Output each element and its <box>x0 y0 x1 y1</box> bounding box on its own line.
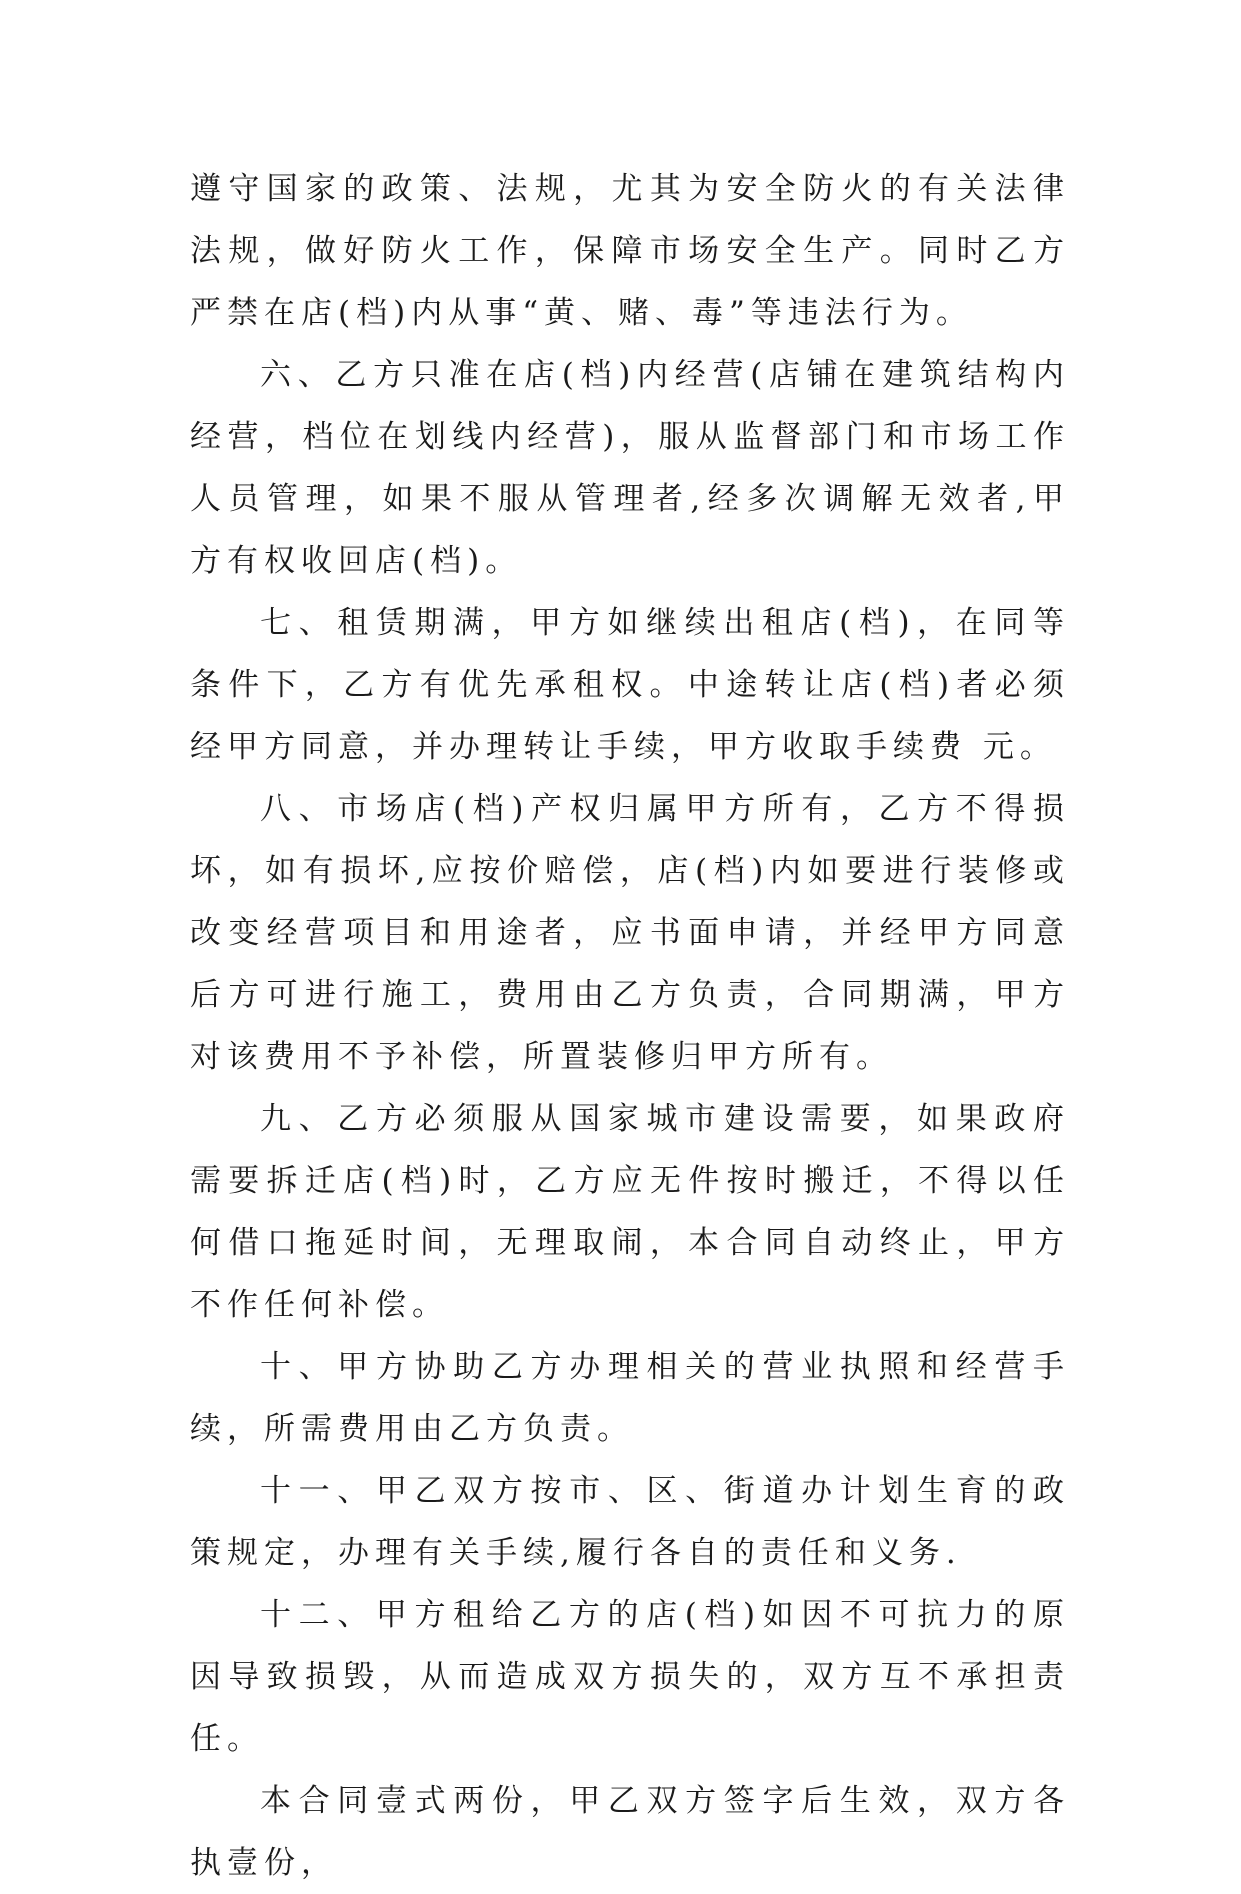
clause-12: 十二、甲方租给乙方的店(档)如因不可抗力的原因导致损毁，从而造成双方损失的，双方互不承担责任。 <box>190 1597 1070 1757</box>
closing-paragraph: 本合同壹式两份，甲乙双方签字后生效，双方各执壹份， <box>190 1783 1070 1881</box>
paragraph-continued: 遵守国家的政策、法规，尤其为安全防火的有关法律法规，做好防火工作，保障市场安全生产。同时乙方严禁在店(档)内从事“黄、赌、毒”等违法行为。 <box>190 171 1070 331</box>
clause-11: 十一、甲乙双方按市、区、街道办计划生育的政策规定，办理有关手续,履行各自的责任和义务. <box>190 1473 1070 1571</box>
clause-7: 七、租赁期满，甲方如继续出租店(档)，在同等条件下，乙方有优先承租权。中途转让店(档)者必须经甲方同意，并办理转让手续，甲方收取手续费 元。 <box>190 605 1070 765</box>
clause-6: 六、乙方只准在店(档)内经营(店铺在建筑结构内经营，档位在划线内经营)，服从监督部门和市场工作人员管理，如果不服从管理者,经多次调解无效者,甲方有权收回店(档)。 <box>190 357 1070 579</box>
clause-10: 十、甲方协助乙方办理相关的营业执照和经营手续，所需费用由乙方负责。 <box>190 1349 1070 1447</box>
clause-9: 九、乙方必须服从国家城市建设需要，如果政府需要拆迁店(档)时，乙方应无件按时搬迁，不得以任何借口拖延时间，无理取闹，本合同自动终止，甲方不作任何补偿。 <box>190 1101 1070 1323</box>
contract-body <box>190 158 1070 1894</box>
clause-8: 八、市场店(档)产权归属甲方所有，乙方不得损坏，如有损坏,应按价赔偿，店(档)内如要进行装修或改变经营项目和用途者，应书面申请，并经甲方同意后方可进行施工，费用由乙方负责，合同期满，甲方对该费用不予补偿，所置装修归甲方所有。 <box>190 791 1070 1075</box>
